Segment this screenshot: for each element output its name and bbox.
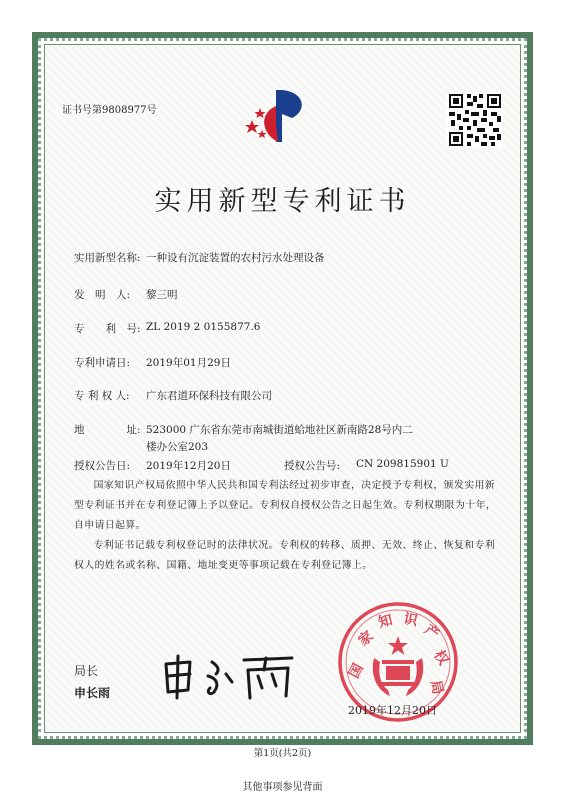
filing-date-value: 2019年01月29日: [146, 357, 231, 369]
patent-number-value: ZL 2019 2 0155877.6: [146, 321, 261, 333]
signatory-title: 局长: [74, 664, 99, 678]
grant-date-label: 授权公告日:: [74, 460, 131, 472]
svg-text:产: 产: [421, 621, 442, 643]
page-number: 第1页(共2页): [253, 748, 312, 759]
utility-model-name-value: 一种设有沉淀装置的农村污水处理设备: [146, 252, 325, 264]
handwritten-signature: [160, 652, 300, 700]
grant-number-value: CN 209815901 U: [356, 458, 449, 470]
filing-date-label: 专利申请日:: [74, 357, 131, 369]
certificate-number: 证书号第9808977号: [62, 105, 157, 116]
patent-number-label: 专 利 号:: [74, 323, 141, 335]
inventor-value: 黎三明: [146, 289, 178, 301]
qr-code-icon: [447, 92, 503, 148]
patentee-value: 广东君道环保科技有限公司: [146, 390, 272, 402]
address-line-1: 523000 广东省东莞市南城街道蛤地社区新南路28号内二: [146, 424, 413, 436]
svg-text:国: 国: [346, 661, 367, 682]
svg-text:家: 家: [355, 628, 377, 650]
svg-text:识: 识: [402, 610, 420, 630]
svg-text:局: 局: [426, 678, 446, 696]
legal-status-paragraph: 专利证书记载专利权登记时的法律状况。专利权的转移、质押、无效、终止、恢复和专利权人的姓名或名称、国籍、地址变更等事项记载在专利登记簿上。: [74, 540, 496, 571]
svg-text:权: 权: [430, 647, 452, 669]
inventor-label: 发 明 人:: [74, 289, 131, 301]
grant-number-label: 授权公告号:: [284, 460, 341, 472]
patentee-label: 专 利 权 人:: [74, 390, 130, 402]
patent-office-logo-icon: [238, 84, 318, 154]
signatory-name: 申长雨: [74, 686, 111, 700]
address-line-2: 楼办公室203: [146, 441, 209, 453]
seal-date: 2019年12月20日: [348, 704, 437, 717]
certificate-title: 实用新型专利证书: [154, 186, 411, 217]
grant-statement-paragraph: 国家知识产权局依照中华人民共和国专利法经过初步审查，决定授予专利权，颁发实用新型专利证书并在专利登记簿上予以登记。专利权自授权公告之日起生效。专利权期限为十年，自申请日起算。: [74, 480, 497, 531]
footer-note: 其他事项参见背面: [242, 782, 323, 793]
svg-text:知: 知: [376, 612, 395, 632]
utility-model-name-label: 实用新型名称:: [74, 252, 141, 264]
address-label: 地 址:: [74, 424, 141, 436]
grant-date-value: 2019年12月20日: [146, 460, 231, 472]
